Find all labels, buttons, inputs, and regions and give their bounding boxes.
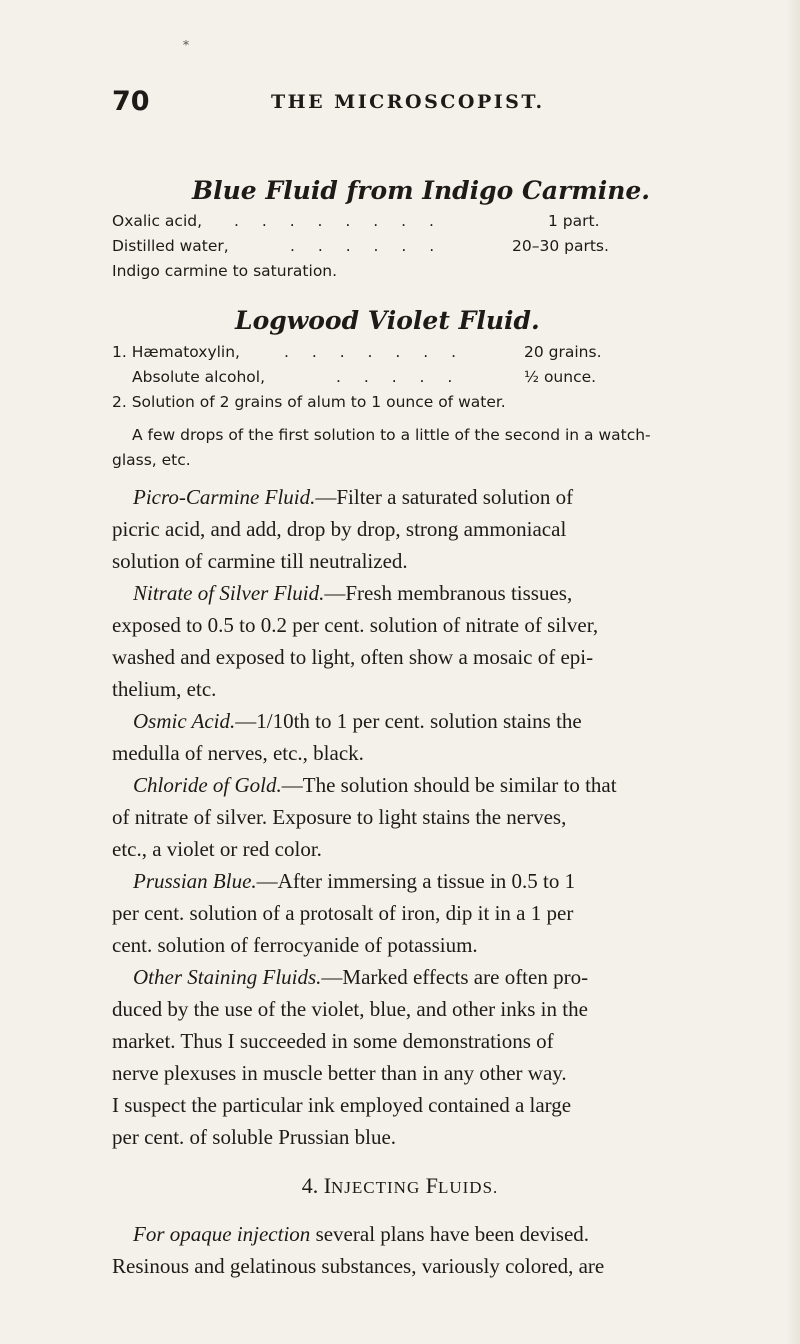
recipe-row <box>112 237 712 259</box>
recipe-row <box>112 212 712 234</box>
term-italic: Other Staining Fluids. <box>133 965 322 989</box>
body-line: picric acid, and add, drop by drop, strong ammoniacal <box>112 517 567 541</box>
ingredient-name: Oxalic acid, <box>112 212 203 230</box>
ingredient-quantity: 20 grains. <box>524 343 602 361</box>
body-line: duced by the use of the violet, blue, and other inks in the <box>112 997 588 1021</box>
body-text: —Marked effects are often pro- <box>321 965 589 989</box>
body-line: medulla of nerves, etc., black. <box>112 741 364 765</box>
page-header <box>112 86 712 126</box>
body-line <box>133 869 575 894</box>
recipe-row <box>112 262 712 284</box>
ingredient-quantity: ½ ounce. <box>524 368 597 386</box>
body-line <box>133 581 572 606</box>
recipe-row <box>112 393 732 415</box>
ingredient-quantity: 1 part. <box>548 212 600 230</box>
section-title-initial: I <box>323 1173 332 1198</box>
recipe-row <box>112 343 712 365</box>
body-line: per cent. solution of a protosalt of iron, dip it in a 1 per <box>112 901 574 925</box>
body-line: washed and exposed to light, often show a mosaic of epi- <box>112 645 594 669</box>
body-line <box>133 1222 589 1247</box>
term-italic: Chloride of Gold. <box>133 773 282 797</box>
recipe-note <box>112 451 732 473</box>
body-text: —1/10th to 1 per cent. solution stains the <box>235 709 582 733</box>
body-line: Resinous and gelatinous substances, variously colored, are <box>112 1254 605 1278</box>
body-line: solution of carmine till neutralized. <box>112 549 408 573</box>
ingredient-name: Distilled water, <box>112 237 229 255</box>
ingredient-note: Indigo carmine to saturation. <box>112 262 338 280</box>
body-line <box>133 773 617 798</box>
section-title-smallcaps: NJECTING <box>331 1178 421 1197</box>
leader-dots: . . . . . . . . <box>234 212 443 230</box>
body-line <box>133 485 573 510</box>
recipe-note <box>112 426 732 448</box>
page-number: 70 <box>112 86 150 117</box>
ingredient-name: Absolute alcohol, <box>132 368 266 386</box>
term-italic: Osmic Acid. <box>133 709 236 733</box>
section-title-initial: F <box>425 1173 438 1198</box>
recipe-title-logwood: Logwood Violet Fluid. <box>235 306 540 335</box>
term-italic: Picro-Carmine Fluid. <box>133 485 316 509</box>
body-line: etc., a violet or red color. <box>112 837 322 861</box>
note-line: A few drops of the first solution to a little of the second in a watch- <box>132 426 651 444</box>
section-title-smallcaps: LUIDS. <box>437 1178 499 1197</box>
body-line: per cent. of soluble Prussian blue. <box>112 1125 397 1149</box>
body-line: exposed to 0.5 to 0.2 per cent. solution of nitrate of silver, <box>112 613 599 637</box>
term-italic: Nitrate of Silver Fluid. <box>133 581 325 605</box>
recipe-title-blue-fluid: Blue Fluid from Indigo Carmine. <box>192 176 650 205</box>
body-line: cent. solution of ferrocyanide of potassium. <box>112 933 478 957</box>
page-edge-shadow <box>786 0 800 1344</box>
section-number: 4. <box>301 1173 319 1198</box>
body-text: —After immersing a tissue in 0.5 to 1 <box>256 869 576 893</box>
body-text: —Fresh membranous tissues, <box>324 581 573 605</box>
body-line: market. Thus I succeeded in some demonstrations of <box>112 1029 554 1053</box>
leader-dots: . . . . . <box>336 368 462 386</box>
body-line <box>133 965 588 990</box>
term-italic: For opaque injection <box>133 1222 311 1246</box>
body-line: of nitrate of silver. Exposure to light stains the nerves, <box>112 805 567 829</box>
leader-dots: . . . . . . <box>290 237 444 255</box>
body-line: nerve plexuses in muscle better than in any other way. <box>112 1061 567 1085</box>
body-text: —Filter a saturated solution of <box>315 485 574 509</box>
section-heading <box>0 1173 800 1199</box>
print-mark: * <box>183 38 189 52</box>
ingredient-quantity: 20–30 parts. <box>512 237 609 255</box>
term-italic: Prussian Blue. <box>133 869 257 893</box>
leader-dots: . . . . . . . <box>284 343 466 361</box>
body-text: several plans have been devised. <box>310 1222 590 1246</box>
running-head: THE MICROSCOPIST. <box>271 91 545 113</box>
recipe-row <box>112 368 712 390</box>
note-line: glass, etc. <box>112 451 191 469</box>
body-line: I suspect the particular ink employed contained a large <box>112 1093 572 1117</box>
ingredient-note: 2. Solution of 2 grains of alum to 1 ounce of water. <box>112 393 506 411</box>
body-text: —The solution should be similar to that <box>281 773 617 797</box>
body-line: thelium, etc. <box>112 677 217 701</box>
ingredient-name: 1. Hæmatoxylin, <box>112 343 240 361</box>
body-line <box>133 709 582 734</box>
